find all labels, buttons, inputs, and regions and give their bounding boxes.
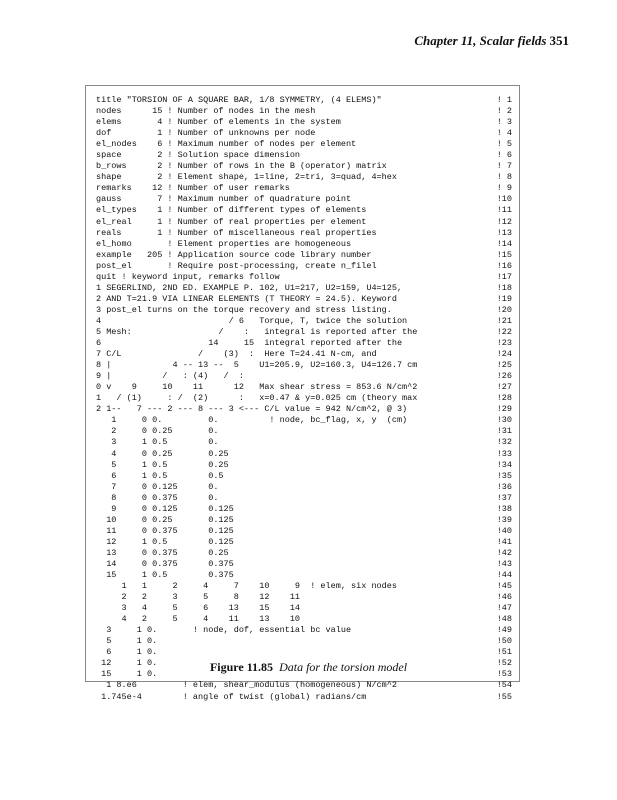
- listing-line-number: !32: [496, 437, 512, 448]
- listing-line: [96, 493, 512, 504]
- listing-line: [96, 460, 512, 471]
- listing-line-number: !29: [496, 404, 512, 415]
- running-header: [0, 33, 569, 49]
- listing-line: [96, 239, 512, 250]
- listing-line-text: space 2 ! Solution space dimension: [96, 150, 301, 161]
- listing-line-number: ! 9: [496, 183, 512, 194]
- listing-line: [96, 647, 512, 658]
- listing-line-text: shape 2 ! Element shape, 1=line, 2=tri, 3=quad, 4=hex: [96, 172, 397, 183]
- listing-line: [96, 504, 512, 515]
- listing-line-text: el_types 1 ! Number of different types of elements: [96, 205, 367, 216]
- listing-line: [96, 625, 512, 636]
- listing-line: [96, 548, 512, 559]
- listing-line: [96, 393, 512, 404]
- listing-line-text: 4 2 5 4 11 13 10: [96, 614, 301, 625]
- listing-line-text: 1 1 2 4 7 10 9 ! elem, six nodes: [96, 581, 397, 592]
- listing-line-text: 8 0 0.375 0.: [96, 492, 219, 503]
- listing-line-number: !55: [496, 691, 512, 702]
- listing-line-text: quit ! keyword input, remarks follow: [96, 271, 280, 282]
- listing-line-text: 8 | 4 -- 13 -- 5 U1=205.9, U2=160.3, U4=126.7 cm: [96, 360, 418, 371]
- listing-line-number: ! 5: [496, 139, 512, 150]
- listing-line-text: 6 1 0.5 0.5: [96, 470, 224, 481]
- listing-line-number: !25: [496, 360, 512, 371]
- listing-line: [96, 283, 512, 294]
- listing-line-number: !11: [496, 205, 512, 216]
- listing-line-text: 5 1 0.: [96, 636, 158, 647]
- listing-line-text: reals 1 ! Number of miscellaneous real properties: [96, 227, 377, 238]
- listing-line-number: !20: [496, 304, 512, 315]
- listing-line: [96, 426, 512, 437]
- listing-line-text: 15 1 0.: [96, 669, 158, 680]
- listing-line-number: !45: [496, 581, 512, 592]
- listing-line-text: 2 0 0.25 0.: [96, 426, 219, 437]
- listing-line-text: 12 1 0.5 0.125: [96, 536, 234, 547]
- listing-line-number: !46: [496, 592, 512, 603]
- listing-line-text: title "TORSION OF A SQUARE BAR, 1/8 SYMMETRY, (4 ELEMS)": [96, 95, 382, 105]
- listing-line: [96, 636, 512, 647]
- listing-line: [96, 559, 512, 570]
- listing-line: [96, 106, 512, 117]
- listing-line: [96, 250, 512, 261]
- chapter-title: Chapter 11, Scalar fields: [414, 33, 547, 48]
- listing-line-text: 6 14 15 integral reported after the: [96, 338, 403, 349]
- listing-line-text: 13 0 0.375 0.25: [96, 547, 229, 558]
- listing-line-text: 4 0 0.25 0.25: [96, 448, 229, 459]
- listing-line-number: !17: [496, 271, 512, 282]
- listing-line-text: 10 0 0.25 0.125: [96, 514, 234, 525]
- listing-line-number: !36: [496, 481, 512, 492]
- listing-line-text: 4 / 6 Torque, T, twice the solution: [96, 315, 408, 326]
- listing-line: [96, 150, 512, 161]
- listing-line: [96, 305, 512, 316]
- listing-line-text: elems 4 ! Number of elements in the system: [96, 117, 341, 128]
- listing-line-text: 3 1 0. ! node, dof, essential bc value: [96, 625, 352, 636]
- listing-line-text: post_el ! Require post-processing, create n_filel: [96, 260, 377, 271]
- listing-line-text: 1 0 0. 0. ! node, bc_flag, x, y (cm): [96, 415, 408, 426]
- listing-line: [96, 515, 512, 526]
- listing-line-number: !26: [496, 371, 512, 382]
- listing-line-text: 3 4 5 6 13 15 14: [96, 603, 301, 614]
- listing-line-number: !23: [496, 338, 512, 349]
- caption-label: Figure 11.85: [209, 660, 274, 674]
- listing-line-number: !27: [496, 382, 512, 393]
- listing-line: [96, 437, 512, 448]
- listing-line-text: 11 0 0.375 0.125: [96, 525, 234, 536]
- listing-line-number: !33: [496, 448, 512, 459]
- listing-line: [96, 205, 512, 216]
- listing-line: [96, 680, 512, 691]
- listing-line-text: el_real 1 ! Number of real properties per element: [96, 216, 367, 227]
- listing-line-number: !30: [496, 415, 512, 426]
- listing-line-text: b_rows 2 ! Number of rows in the B (operator) matrix: [96, 161, 387, 172]
- listing-line: [96, 338, 512, 349]
- listing-line-text: 2 2 3 5 8 12 11: [96, 592, 301, 603]
- listing-line: [96, 161, 512, 172]
- listing-line-number: !28: [496, 393, 512, 404]
- listing-line-number: ! 6: [496, 150, 512, 161]
- listing-line: [96, 360, 512, 371]
- listing-line-number: ! 4: [496, 128, 512, 139]
- listing-line: [96, 217, 512, 228]
- listing-line-number: !41: [496, 536, 512, 547]
- listing-line: [96, 272, 512, 283]
- listing-line-text: 0 v 9 10 11 12 Max shear stress = 853.6 N/cm^2: [96, 382, 418, 393]
- listing-line: [96, 117, 512, 128]
- listing-line-text: 1.745e-4 ! angle of twist (global) radians/cm: [96, 691, 367, 702]
- listing-line: [96, 382, 512, 393]
- listing-line-number: !37: [496, 492, 512, 503]
- listing-line-number: !35: [496, 470, 512, 481]
- listing-line: [96, 570, 512, 581]
- listing-line-number: !34: [496, 459, 512, 470]
- listing-line-text: 2 1-- 7 --- 2 --- 8 --- 3 <--- C/L value = 942 N/cm^2, @ 3): [96, 404, 408, 415]
- listing-line-number: ! 8: [496, 172, 512, 183]
- listing-line-text: 9 0 0.125 0.125: [96, 503, 234, 514]
- listing-line-number: !53: [496, 669, 512, 680]
- listing-line-number: !13: [496, 227, 512, 238]
- listing-line: [96, 526, 512, 537]
- code-listing: [96, 95, 512, 703]
- listing-line-number: !44: [496, 570, 512, 581]
- listing-line-number: !24: [496, 349, 512, 360]
- listing-line-number: !54: [496, 680, 512, 691]
- listing-line-number: !21: [496, 315, 512, 326]
- listing-line-number: !15: [496, 249, 512, 260]
- listing-line-number: !14: [496, 238, 512, 249]
- listing-line-number: !18: [496, 282, 512, 293]
- listing-line-text: 6 1 0.: [96, 647, 158, 658]
- listing-line: [96, 404, 512, 415]
- listing-line: [96, 415, 512, 426]
- listing-line-text: 9 | / : (4) / :: [96, 371, 244, 382]
- listing-line: [96, 537, 512, 548]
- listing-line: [96, 581, 512, 592]
- listing-line-text: 15 1 0.5 0.375: [96, 570, 234, 581]
- listing-line: [96, 183, 512, 194]
- listing-line-number: !52: [496, 658, 512, 669]
- listing-line-text: 1 / (1) : / (2) : x=0.47 & y=0.025 cm (theory max: [96, 393, 418, 404]
- listing-line: [96, 482, 512, 493]
- listing-line-number: ! 3: [496, 117, 512, 128]
- listing-line: [96, 603, 512, 614]
- listing-line-text: nodes 15 ! Number of nodes in the mesh: [96, 106, 316, 117]
- figure-frame: [85, 85, 520, 702]
- listing-line-number: ! 1: [496, 95, 512, 105]
- listing-line-number: !43: [496, 558, 512, 569]
- listing-line-number: !47: [496, 603, 512, 614]
- listing-line: [96, 692, 512, 703]
- listing-line-number: !51: [496, 647, 512, 658]
- figure-caption: [0, 660, 617, 675]
- listing-line: [96, 294, 512, 305]
- listing-line-number: !31: [496, 426, 512, 437]
- listing-line-text: el_homo ! Element properties are homogeneous: [96, 238, 352, 249]
- listing-line: [96, 471, 512, 482]
- listing-line-text: 1 8.e6 ! elem, shear_modulus (homogeneous) N/cm^2: [96, 680, 397, 691]
- listing-line: [96, 139, 512, 150]
- listing-line: [96, 614, 512, 625]
- listing-line-text: 3 post_el turns on the torque recovery and stress listing.: [96, 304, 392, 315]
- listing-line-number: !49: [496, 625, 512, 636]
- listing-line-number: !48: [496, 614, 512, 625]
- listing-line-text: 2 AND T=21.9 VIA LINEAR ELEMENTS (T THEORY = 24.5). Keyword: [96, 293, 397, 304]
- listing-line-text: 1 SEGERLIND, 2ND ED. EXAMPLE P. 102, U1=217, U2=159, U4=125,: [96, 282, 403, 293]
- listing-line-number: !40: [496, 525, 512, 536]
- listing-line: [96, 228, 512, 239]
- listing-line: [96, 128, 512, 139]
- listing-line-number: ! 2: [496, 106, 512, 117]
- listing-line-number: !16: [496, 260, 512, 271]
- listing-line-text: 7 C/L / (3) : Here T=24.41 N-cm, and: [96, 349, 377, 360]
- listing-line: [96, 349, 512, 360]
- listing-line: [96, 592, 512, 603]
- listing-line-text: gauss 7 ! Maximum number of quadrature point: [96, 194, 352, 205]
- listing-line-number: !50: [496, 636, 512, 647]
- listing-line-number: !10: [496, 194, 512, 205]
- listing-line-text: remarks 12 ! Number of user remarks: [96, 183, 290, 194]
- listing-line-number: !22: [496, 326, 512, 337]
- listing-line-number: !38: [496, 503, 512, 514]
- listing-line-text: el_nodes 6 ! Maximum number of nodes per element: [96, 139, 357, 150]
- listing-line: [96, 316, 512, 327]
- listing-line: [96, 172, 512, 183]
- listing-line: [96, 449, 512, 460]
- listing-line: [96, 371, 512, 382]
- listing-line-text: 7 0 0.125 0.: [96, 481, 219, 492]
- listing-line-number: !12: [496, 216, 512, 227]
- listing-line: [96, 261, 512, 272]
- listing-line-text: 3 1 0.5 0.: [96, 437, 219, 448]
- caption-text: Data for the torsion model: [279, 660, 408, 674]
- listing-line-number: !42: [496, 547, 512, 558]
- listing-line: [96, 327, 512, 338]
- listing-line-text: example 205 ! Application source code library number: [96, 249, 372, 260]
- listing-line: [96, 194, 512, 205]
- listing-line-number: !19: [496, 293, 512, 304]
- listing-line-text: 14 0 0.375 0.375: [96, 558, 234, 569]
- listing-line-number: ! 7: [496, 161, 512, 172]
- listing-line-text: 5 Mesh: / : integral is reported after the: [96, 326, 418, 337]
- listing-line-text: dof 1 ! Number of unknowns per node: [96, 128, 316, 139]
- page-number: 351: [549, 33, 569, 48]
- listing-line-number: !39: [496, 514, 512, 525]
- listing-line-text: 12 1 0.: [96, 658, 158, 669]
- listing-line-text: 5 1 0.5 0.25: [96, 459, 229, 470]
- listing-line: [96, 95, 512, 106]
